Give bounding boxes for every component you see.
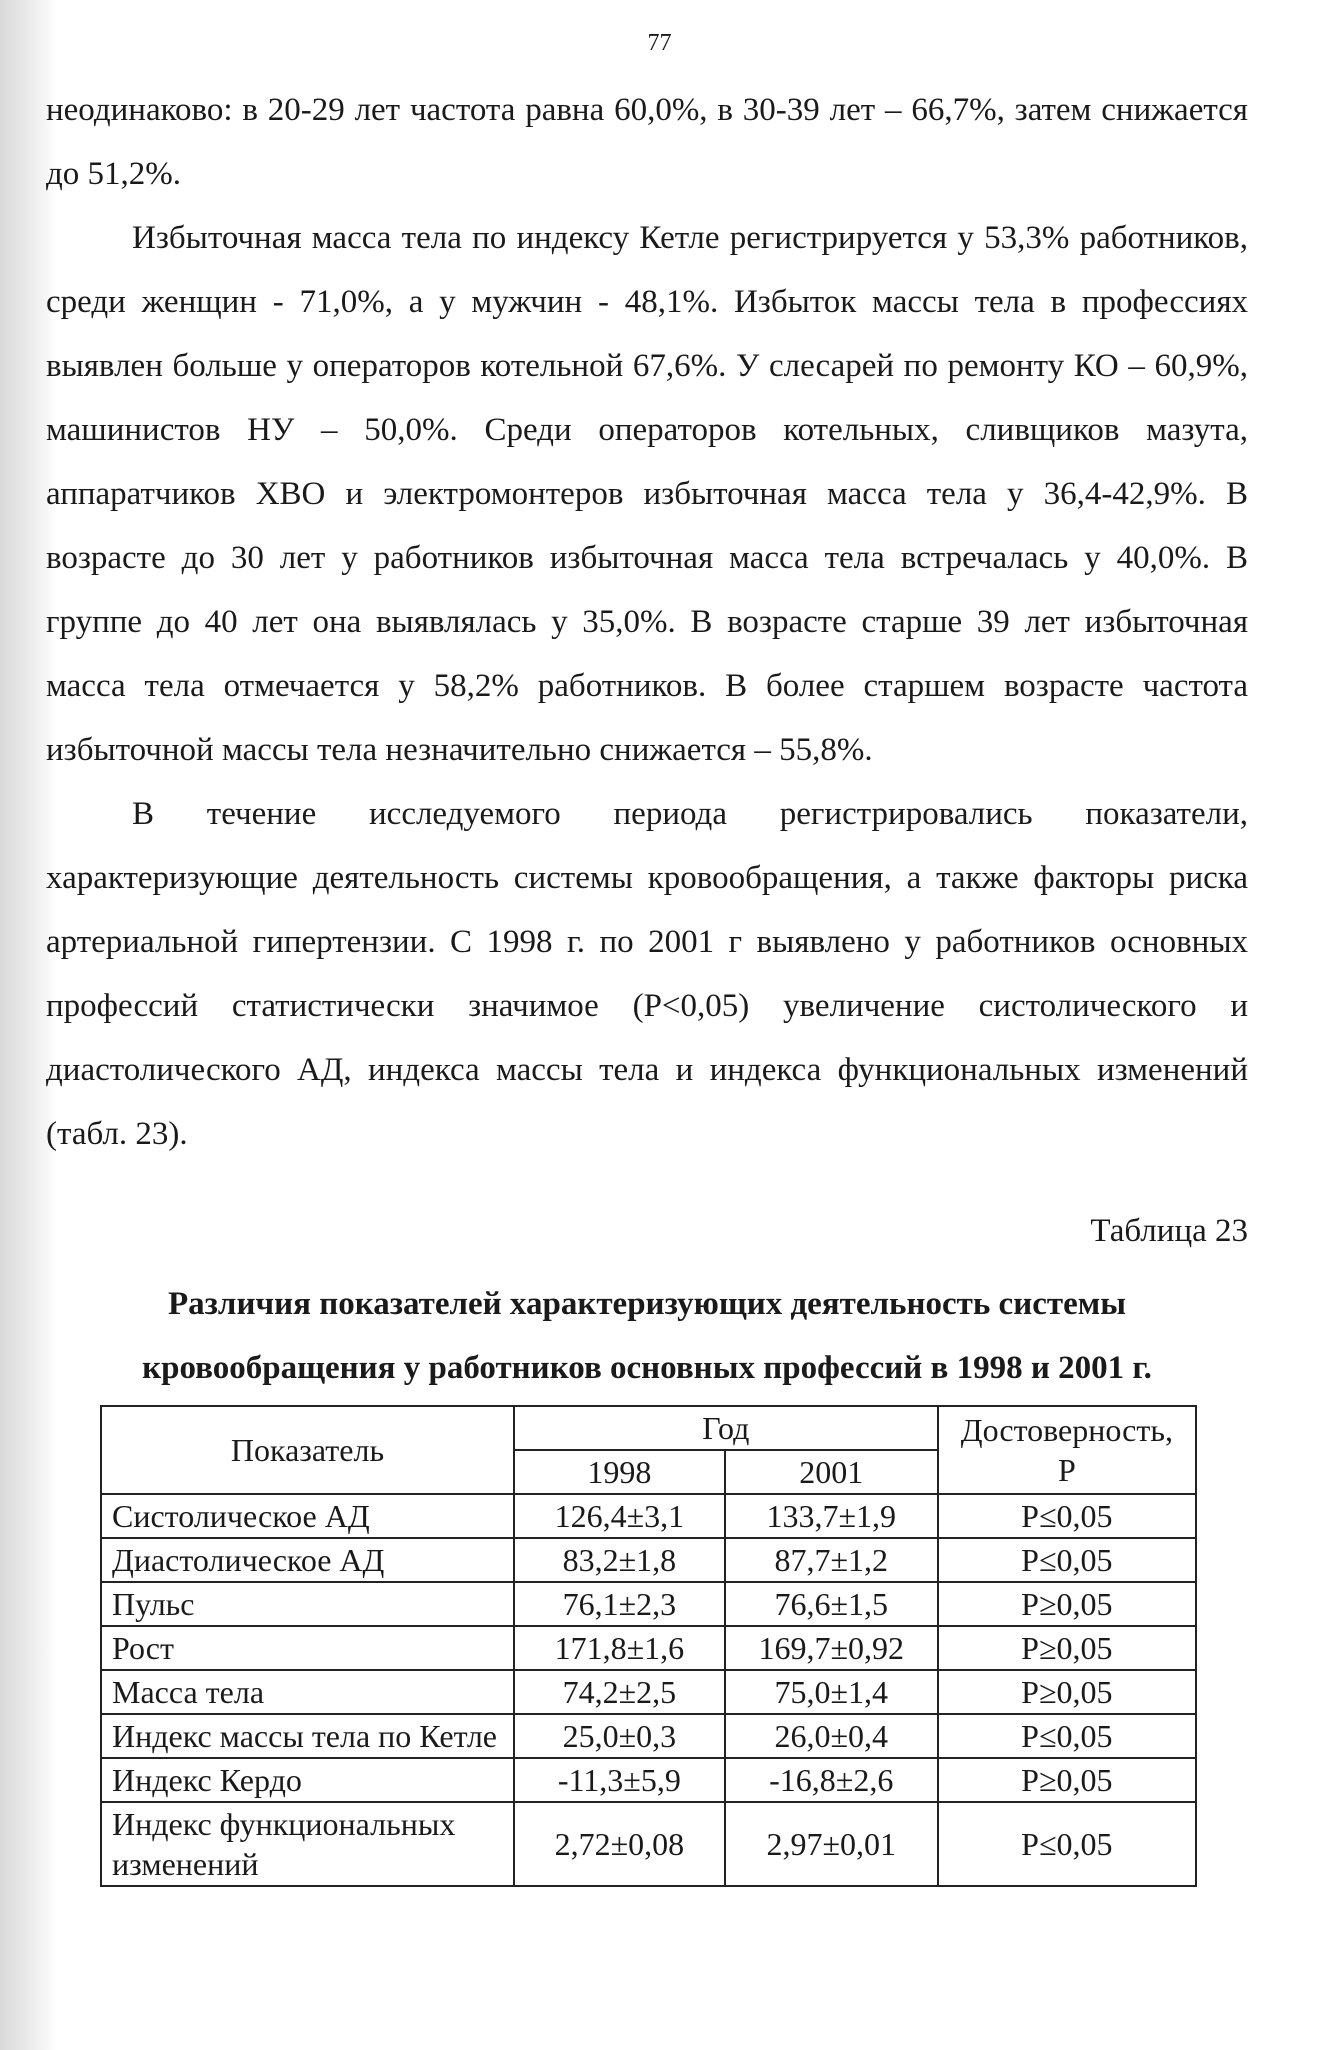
data-table bbox=[100, 1405, 1197, 1887]
cell-indicator: Диастолическое АД bbox=[101, 1538, 514, 1582]
body-text bbox=[46, 78, 1248, 1166]
table-row bbox=[101, 1714, 1196, 1758]
table-label: Таблица 23 bbox=[1090, 1213, 1248, 1249]
table-row bbox=[101, 1582, 1196, 1626]
cell-p: Р≥0,05 bbox=[938, 1758, 1196, 1802]
header-significance: Достоверность, Р bbox=[938, 1406, 1196, 1494]
cell-p: Р≤0,05 bbox=[938, 1494, 1196, 1538]
header-indicator: Показатель bbox=[101, 1406, 514, 1494]
cell-p: Р≥0,05 bbox=[938, 1582, 1196, 1626]
cell-p: Р≤0,05 bbox=[938, 1714, 1196, 1758]
page-number: 77 bbox=[647, 30, 672, 56]
paragraph-2: Избыточная масса тела по индексу Кетле регистрируется у 53,3% работников, среди женщин - 71,0%, а у мужчин - 48,1%. Избыток массы тела в профессиях выявлен больше у операторов котельной 67,6%. У слесарей по ремонту КО – 60,9%, машинистов НУ – 50,0%. Среди операторов котельных, сливщиков мазута, аппаратчиков ХВО и электромонтеров избыточная масса тела у 36,4-42,9%. В возрасте до 30 лет у работников избыточная масса тела встречалась у 40,0%. В группе до 40 лет она выявлялась у 35,0%. В возрасте старше 39 лет избыточная масса тела отмечается у 58,2% работников. В более старшем возрасте частота избыточной массы тела незначительно снижается – 55,8%. bbox=[46, 220, 1248, 768]
cell-indicator: Индекс Кердо bbox=[101, 1758, 514, 1802]
header-2001: 2001 bbox=[725, 1450, 938, 1494]
cell-2001: 169,7±0,92 bbox=[725, 1626, 938, 1670]
cell-1998: 171,8±1,6 bbox=[514, 1626, 725, 1670]
paragraph-1: неодинаково: в 20-29 лет частота равна 60,0%, в 30-39 лет – 66,7%, затем снижается до 51,2%. bbox=[46, 92, 1248, 192]
cell-indicator: Индекс массы тела по Кетле bbox=[101, 1714, 514, 1758]
table-row bbox=[101, 1670, 1196, 1714]
paragraph-3: В течение исследуемого периода регистрировались показатели, характеризующие деятельность системы кровообращения, а также факторы риска артериальной гипертензии. С 1998 г. по 2001 г выявлено у работников основных профессий статистически значимое (Р<0,05) увеличение систолического и диастолического АД, индекса массы тела и индекса функциональных изменений (табл. 23). bbox=[46, 796, 1248, 1152]
header-year: Год bbox=[514, 1406, 938, 1450]
cell-1998: 2,72±0,08 bbox=[514, 1802, 725, 1886]
cell-indicator: Систолическое АД bbox=[101, 1494, 514, 1538]
cell-2001: 133,7±1,9 bbox=[725, 1494, 938, 1538]
cell-indicator: Рост bbox=[101, 1626, 514, 1670]
cell-1998: 126,4±3,1 bbox=[514, 1494, 725, 1538]
table-body bbox=[101, 1494, 1196, 1886]
cell-2001: -16,8±2,6 bbox=[725, 1758, 938, 1802]
cell-2001: 2,97±0,01 bbox=[725, 1802, 938, 1886]
cell-2001: 87,7±1,2 bbox=[725, 1538, 938, 1582]
header-1998: 1998 bbox=[514, 1450, 725, 1494]
table-row bbox=[101, 1758, 1196, 1802]
table-row bbox=[101, 1494, 1196, 1538]
cell-1998: 76,1±2,3 bbox=[514, 1582, 725, 1626]
table-row bbox=[101, 1802, 1196, 1886]
cell-1998: -11,3±5,9 bbox=[514, 1758, 725, 1802]
table-header-row bbox=[101, 1406, 1196, 1450]
cell-1998: 74,2±2,5 bbox=[514, 1670, 725, 1714]
cell-indicator: Индекс функциональных изменений bbox=[101, 1802, 514, 1886]
cell-p: Р≤0,05 bbox=[938, 1802, 1196, 1886]
cell-indicator: Пульс bbox=[101, 1582, 514, 1626]
table-row bbox=[101, 1626, 1196, 1670]
cell-2001: 75,0±1,4 bbox=[725, 1670, 938, 1714]
cell-p: Р≥0,05 bbox=[938, 1670, 1196, 1714]
cell-1998: 83,2±1,8 bbox=[514, 1538, 725, 1582]
cell-2001: 76,6±1,5 bbox=[725, 1582, 938, 1626]
cell-p: Р≥0,05 bbox=[938, 1626, 1196, 1670]
cell-indicator: Масса тела bbox=[101, 1670, 514, 1714]
cell-1998: 25,0±0,3 bbox=[514, 1714, 725, 1758]
cell-p: Р≤0,05 bbox=[938, 1538, 1196, 1582]
cell-2001: 26,0±0,4 bbox=[725, 1714, 938, 1758]
table-caption: Различия показателей характеризующих деятельность системы кровообращения у работников основных профессий в 1998 и 2001 г. bbox=[142, 1286, 1152, 1386]
table-row bbox=[101, 1538, 1196, 1582]
